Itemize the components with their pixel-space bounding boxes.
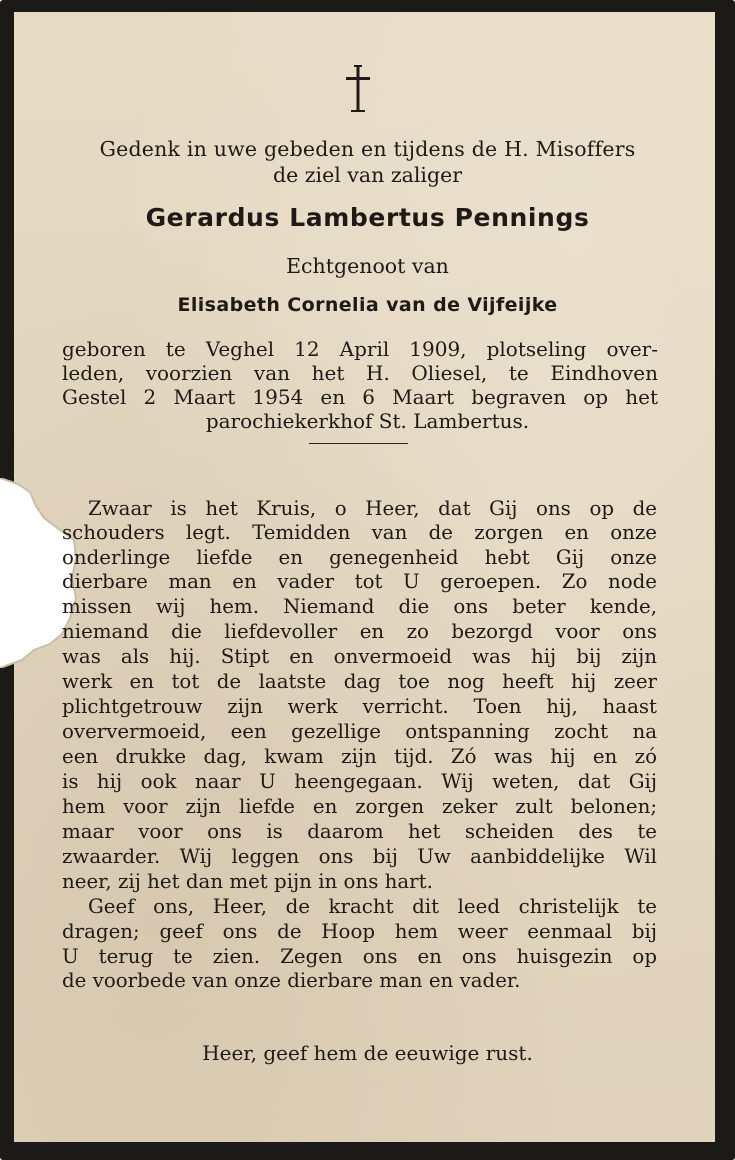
text-line: zwaarder. Wij leggen ons bij Uw aanbiddelijke Wil — [62, 845, 657, 868]
biography-line: Gestel 2 Maart 1954 en 6 Maart begraven op het — [62, 385, 658, 409]
biography-line: parochiekerkhof St. Lambertus. — [205, 409, 530, 433]
text-line: was als hij. Stipt en onvermoeid was hij bij zijn — [62, 645, 657, 668]
text-line: U terug te zien. Zegen ons en ons huisgezin op — [62, 945, 657, 968]
biography-line: leden, voorzien van het H. Oliesel, te Eindhoven — [62, 361, 658, 385]
text-line: plichtgetrouw zijn werk verricht. Toen hij, haast — [62, 695, 657, 718]
spouse-name: Elisabeth Cornelia van de Vijfeijke — [177, 294, 558, 316]
text-line: onderlinge liefde en genegenheid hebt Gij onze — [62, 546, 657, 569]
text-line: niemand die liefdevoller en zo bezorgd voor ons — [62, 620, 657, 643]
text-line: missen wij hem. Niemand die ons beter kende, — [62, 595, 657, 618]
text-line: dragen; geef ons de Hoop hem weer eenmaal bij — [62, 920, 657, 943]
text-line: schouders legt. Temidden van de zorgen en onze — [62, 521, 657, 544]
deceased-name: Gerardus Lambertus Pennings — [145, 203, 590, 232]
text-line: werk en tot de laatste dag toe nog heeft hij zeer — [62, 670, 657, 693]
text-line: Zwaar is het Kruis, o Heer, dat Gij ons op de — [88, 497, 657, 520]
biography-line: geboren te Veghel 12 April 1909, plotseling over- — [62, 337, 658, 361]
closing-prayer: Heer, geef hem de eeuwige rust. — [202, 1041, 533, 1065]
text-line: dierbare man en vader tot U geroepen. Zo node — [62, 570, 657, 593]
text-line: Geef ons, Heer, de kracht dit leed christelijk te — [88, 895, 657, 918]
text-line: de voorbede van onze dierbare man en vader. — [62, 969, 521, 992]
text-line: is hij ook naar U heengegaan. Wij weten, dat Gij — [62, 770, 657, 793]
intro-line: Gedenk in uwe gebeden en tijdens de H. Misoffers — [99, 137, 636, 161]
text-line: een drukke dag, kwam zijn tijd. Zó was hij en zó — [62, 745, 657, 768]
cross-icon — [343, 64, 373, 114]
text-line: hem voor zijn liefde en zorgen zeker zult belonen; — [62, 795, 657, 818]
spouse-label: Echtgenoot van — [286, 254, 449, 278]
text-line: neer, zij het dan met pijn in ons hart. — [62, 870, 433, 893]
divider — [309, 443, 408, 444]
text-line: oververmoeid, een gezellige ontspanning zocht na — [62, 720, 657, 743]
intro-line: de ziel van zaliger — [272, 163, 463, 187]
text-line: maar voor ons is daarom het scheiden des te — [62, 820, 657, 843]
